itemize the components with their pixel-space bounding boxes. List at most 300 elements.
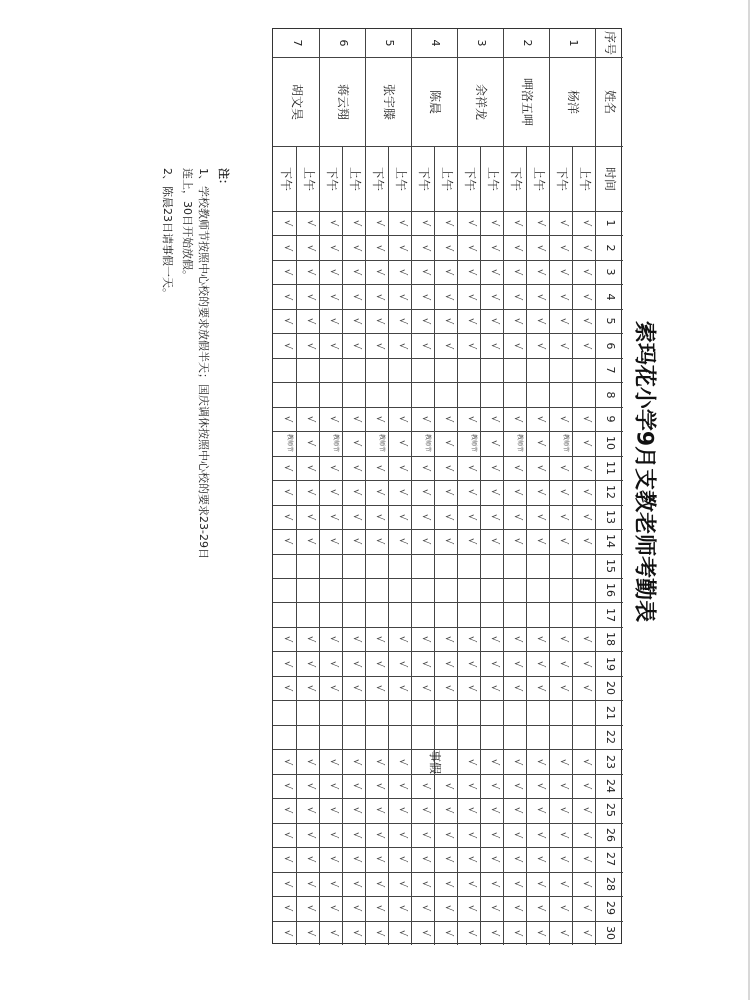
check-mark: √ — [580, 489, 592, 496]
check-mark: √ — [534, 244, 546, 251]
check-mark: √ — [442, 342, 454, 349]
check-mark: √ — [442, 880, 454, 888]
notes-label: 注： — [217, 168, 230, 190]
subcolumn-divider — [296, 146, 297, 945]
check-mark: √ — [534, 758, 546, 765]
day-number: 12 — [604, 485, 617, 500]
check-mark: √ — [465, 489, 477, 496]
check-mark: √ — [557, 317, 569, 325]
check-mark: √ — [373, 220, 385, 227]
teacher-name: 呷洛五呷 — [520, 77, 534, 126]
notes-line-3: 2、陈晨23日请事假一天。 — [161, 168, 174, 299]
check-mark: √ — [580, 342, 592, 349]
check-mark: √ — [281, 513, 293, 521]
check-mark: √ — [442, 293, 454, 300]
check-mark: √ — [373, 684, 385, 692]
check-mark: √ — [557, 880, 569, 888]
check-mark: √ — [534, 782, 546, 790]
check-mark: √ — [304, 635, 316, 643]
pm-label: 下午 — [554, 166, 569, 191]
teacher-seq: 7 — [291, 39, 304, 47]
check-mark: √ — [465, 684, 477, 692]
pm-label: 下午 — [416, 166, 431, 191]
check-mark: √ — [511, 489, 523, 496]
time-header: 时间 — [603, 166, 617, 191]
check-mark: √ — [580, 244, 592, 251]
check-mark: √ — [350, 220, 362, 227]
check-mark: √ — [304, 831, 316, 839]
check-mark: √ — [557, 415, 569, 423]
check-mark: √ — [396, 464, 408, 472]
check-mark: √ — [511, 317, 523, 325]
check-mark: √ — [327, 268, 339, 276]
check-mark: √ — [557, 244, 569, 251]
day-number: 18 — [604, 632, 617, 647]
check-mark: √ — [511, 293, 523, 300]
check-mark: √ — [442, 268, 454, 276]
check-mark: √ — [557, 660, 569, 667]
check-mark: √ — [396, 513, 408, 521]
check-mark: √ — [511, 807, 523, 814]
check-mark: √ — [580, 880, 592, 888]
check-mark: √ — [557, 782, 569, 790]
check-mark: √ — [281, 929, 293, 936]
check-mark: √ — [465, 464, 477, 472]
check-mark: √ — [419, 268, 431, 276]
check-mark: √ — [350, 856, 362, 863]
check-mark: √ — [580, 513, 592, 521]
seq-header: 序号 — [603, 30, 617, 55]
subcolumn-divider — [572, 146, 573, 945]
check-mark: √ — [488, 268, 500, 276]
am-label: 上午 — [439, 166, 454, 191]
check-mark: √ — [350, 538, 362, 545]
check-mark: √ — [580, 293, 592, 300]
check-mark: √ — [304, 342, 316, 349]
check-mark: √ — [442, 782, 454, 790]
check-mark: √ — [327, 929, 339, 936]
day-number: 24 — [604, 778, 617, 793]
check-mark: √ — [465, 782, 477, 790]
check-mark: √ — [396, 782, 408, 790]
day-number: 2 — [604, 244, 617, 252]
subcolumn-divider — [526, 146, 527, 945]
check-mark: √ — [534, 538, 546, 545]
check-mark: √ — [419, 856, 431, 863]
check-mark: √ — [557, 905, 569, 912]
check-mark: √ — [350, 929, 362, 936]
day-number: 10 — [604, 436, 617, 451]
check-mark: √ — [442, 244, 454, 251]
check-mark: √ — [281, 856, 293, 863]
check-mark: √ — [350, 317, 362, 325]
day-number: 21 — [604, 705, 617, 720]
check-mark: √ — [281, 660, 293, 667]
check-mark: √ — [465, 635, 477, 643]
check-mark: √ — [580, 317, 592, 325]
check-mark: √ — [396, 856, 408, 863]
check-mark: √ — [442, 317, 454, 325]
check-mark: √ — [396, 342, 408, 349]
teacher-seq: 4 — [429, 39, 442, 47]
check-mark: √ — [304, 807, 316, 814]
check-mark: √ — [488, 513, 500, 521]
check-mark: √ — [396, 440, 408, 447]
day-number: 15 — [604, 558, 617, 573]
check-mark: √ — [350, 905, 362, 912]
check-mark: √ — [442, 635, 454, 643]
check-mark: √ — [373, 317, 385, 325]
day-number: 16 — [604, 583, 617, 598]
check-mark: √ — [534, 807, 546, 814]
check-mark: √ — [373, 758, 385, 765]
check-mark: √ — [419, 538, 431, 545]
check-mark: √ — [488, 831, 500, 839]
check-mark: √ — [580, 660, 592, 667]
check-mark: √ — [373, 660, 385, 667]
check-mark: √ — [350, 635, 362, 643]
check-mark: √ — [511, 220, 523, 227]
check-mark: √ — [419, 489, 431, 496]
check-mark: √ — [373, 513, 385, 521]
check-mark: √ — [580, 538, 592, 545]
check-mark: √ — [488, 684, 500, 692]
check-mark: √ — [396, 635, 408, 643]
check-mark: √ — [281, 489, 293, 496]
check-mark: √ — [557, 538, 569, 545]
check-mark: √ — [419, 929, 431, 936]
check-mark: √ — [534, 635, 546, 643]
check-mark: √ — [488, 807, 500, 814]
check-mark: √ — [580, 268, 592, 276]
subcolumn-divider — [342, 146, 343, 945]
check-mark: √ — [557, 220, 569, 227]
check-mark: √ — [396, 929, 408, 936]
check-mark: √ — [534, 317, 546, 325]
check-mark: √ — [373, 635, 385, 643]
check-mark: √ — [350, 489, 362, 496]
check-mark: √ — [511, 513, 523, 521]
check-mark: √ — [327, 293, 339, 300]
check-mark: √ — [281, 538, 293, 545]
check-mark: √ — [534, 513, 546, 521]
check-mark: √ — [580, 464, 592, 472]
teachers-day-mark: 教师节 — [423, 434, 431, 453]
check-mark: √ — [419, 782, 431, 790]
day-number: 13 — [604, 509, 617, 524]
teachers-day-mark: 教师节 — [377, 434, 385, 453]
check-mark: √ — [465, 342, 477, 349]
check-mark: √ — [557, 268, 569, 276]
day-number: 25 — [604, 803, 617, 818]
day-number: 30 — [604, 925, 617, 940]
check-mark: √ — [327, 684, 339, 692]
check-mark: √ — [511, 856, 523, 863]
teachers-day-mark: 教师节 — [469, 434, 477, 453]
check-mark: √ — [281, 635, 293, 643]
check-mark: √ — [534, 831, 546, 839]
day-number: 11 — [604, 460, 617, 475]
pm-label: 下午 — [462, 166, 477, 191]
check-mark: √ — [442, 831, 454, 839]
column-divider — [595, 29, 596, 945]
check-mark: √ — [488, 317, 500, 325]
check-mark: √ — [373, 807, 385, 814]
column-divider — [411, 29, 412, 945]
check-mark: √ — [350, 268, 362, 276]
check-mark: √ — [327, 880, 339, 888]
subcolumn-divider — [388, 146, 389, 945]
name-header: 姓名 — [603, 89, 617, 114]
check-mark: √ — [511, 929, 523, 936]
check-mark: √ — [327, 905, 339, 912]
check-mark: √ — [396, 905, 408, 912]
check-mark: √ — [488, 293, 500, 300]
check-mark: √ — [350, 513, 362, 521]
check-mark: √ — [350, 464, 362, 472]
check-mark: √ — [419, 831, 431, 839]
check-mark: √ — [534, 268, 546, 276]
check-mark: √ — [488, 342, 500, 349]
check-mark: √ — [580, 782, 592, 790]
check-mark: √ — [281, 782, 293, 790]
check-mark: √ — [465, 513, 477, 521]
check-mark: √ — [442, 440, 454, 447]
check-mark: √ — [373, 929, 385, 936]
check-mark: √ — [465, 268, 477, 276]
check-mark: √ — [373, 831, 385, 839]
am-label: 上午 — [347, 166, 362, 191]
check-mark: √ — [396, 220, 408, 227]
day-number: 23 — [604, 754, 617, 769]
check-mark: √ — [534, 880, 546, 888]
check-mark: √ — [465, 758, 477, 765]
check-mark: √ — [350, 244, 362, 251]
check-mark: √ — [488, 415, 500, 423]
check-mark: √ — [350, 415, 362, 423]
check-mark: √ — [281, 342, 293, 349]
check-mark: √ — [488, 905, 500, 912]
column-divider — [319, 29, 320, 945]
check-mark: √ — [419, 317, 431, 325]
check-mark: √ — [465, 538, 477, 545]
check-mark: √ — [534, 342, 546, 349]
check-mark: √ — [327, 342, 339, 349]
check-mark: √ — [304, 464, 316, 472]
check-mark: √ — [488, 489, 500, 496]
check-mark: √ — [511, 415, 523, 423]
check-mark: √ — [442, 905, 454, 912]
check-mark: √ — [419, 293, 431, 300]
teacher-name: 余祥龙 — [474, 83, 488, 120]
check-mark: √ — [373, 782, 385, 790]
check-mark: √ — [419, 684, 431, 692]
day-number: 17 — [604, 607, 617, 622]
pm-label: 下午 — [278, 166, 293, 191]
check-mark: √ — [281, 220, 293, 227]
check-mark: √ — [304, 293, 316, 300]
check-mark: √ — [580, 758, 592, 765]
check-mark: √ — [396, 880, 408, 888]
am-label: 上午 — [531, 166, 546, 191]
day-number: 26 — [604, 827, 617, 842]
check-mark: √ — [281, 831, 293, 839]
subcolumn-divider — [480, 146, 481, 945]
check-mark: √ — [580, 440, 592, 447]
check-mark: √ — [327, 415, 339, 423]
check-mark: √ — [327, 758, 339, 765]
check-mark: √ — [465, 317, 477, 325]
check-mark: √ — [304, 489, 316, 496]
day-divider — [273, 578, 623, 579]
check-mark: √ — [419, 807, 431, 814]
leave-mark: 事假 — [428, 749, 442, 774]
check-mark: √ — [557, 758, 569, 765]
check-mark: √ — [511, 268, 523, 276]
am-label: 上午 — [577, 166, 592, 191]
check-mark: √ — [511, 758, 523, 765]
teacher-seq: 2 — [521, 39, 534, 47]
check-mark: √ — [350, 684, 362, 692]
check-mark: √ — [396, 538, 408, 545]
check-mark: √ — [350, 660, 362, 667]
check-mark: √ — [327, 807, 339, 814]
teacher-seq: 6 — [337, 39, 350, 47]
teacher-seq: 3 — [475, 39, 488, 47]
day-divider — [273, 725, 623, 726]
check-mark: √ — [557, 489, 569, 496]
teacher-seq: 1 — [567, 39, 580, 47]
check-mark: √ — [465, 293, 477, 300]
check-mark: √ — [327, 317, 339, 325]
check-mark: √ — [488, 635, 500, 643]
check-mark: √ — [580, 635, 592, 643]
check-mark: √ — [373, 268, 385, 276]
day-number: 3 — [604, 268, 617, 276]
check-mark: √ — [281, 317, 293, 325]
check-mark: √ — [350, 758, 362, 765]
check-mark: √ — [511, 831, 523, 839]
check-mark: √ — [511, 635, 523, 643]
check-mark: √ — [304, 440, 316, 447]
pm-label: 下午 — [370, 166, 385, 191]
check-mark: √ — [373, 905, 385, 912]
check-mark: √ — [373, 244, 385, 251]
check-mark: √ — [373, 880, 385, 888]
day-divider — [273, 382, 623, 383]
teachers-day-mark: 教师节 — [331, 434, 339, 453]
subcolumn-divider — [434, 146, 435, 945]
check-mark: √ — [465, 929, 477, 936]
check-mark: √ — [580, 929, 592, 936]
check-mark: √ — [281, 415, 293, 423]
day-number: 28 — [604, 876, 617, 891]
check-mark: √ — [511, 342, 523, 349]
column-divider — [365, 29, 366, 945]
check-mark: √ — [534, 464, 546, 472]
check-mark: √ — [327, 660, 339, 667]
check-mark: √ — [557, 929, 569, 936]
check-mark: √ — [350, 807, 362, 814]
check-mark: √ — [488, 929, 500, 936]
check-mark: √ — [419, 660, 431, 667]
check-mark: √ — [442, 807, 454, 814]
check-mark: √ — [465, 905, 477, 912]
check-mark: √ — [488, 440, 500, 447]
day-number: 9 — [604, 415, 617, 423]
check-mark: √ — [281, 684, 293, 692]
check-mark: √ — [511, 782, 523, 790]
check-mark: √ — [396, 244, 408, 251]
check-mark: √ — [327, 489, 339, 496]
check-mark: √ — [534, 856, 546, 863]
check-mark: √ — [534, 220, 546, 227]
check-mark: √ — [557, 831, 569, 839]
check-mark: √ — [281, 758, 293, 765]
check-mark: √ — [304, 880, 316, 888]
teachers-day-mark: 教师节 — [515, 434, 523, 453]
check-mark: √ — [327, 782, 339, 790]
check-mark: √ — [419, 880, 431, 888]
check-mark: √ — [442, 660, 454, 667]
check-mark: √ — [396, 807, 408, 814]
teachers-day-mark: 教师节 — [285, 434, 293, 453]
check-mark: √ — [534, 929, 546, 936]
check-mark: √ — [511, 464, 523, 472]
check-mark: √ — [327, 538, 339, 545]
check-mark: √ — [465, 415, 477, 423]
column-divider — [549, 29, 550, 945]
day-number: 22 — [604, 730, 617, 745]
check-mark: √ — [281, 293, 293, 300]
check-mark: √ — [488, 538, 500, 545]
day-number: 20 — [604, 681, 617, 696]
check-mark: √ — [419, 244, 431, 251]
check-mark: √ — [580, 905, 592, 912]
teacher-name: 陈晨 — [428, 89, 442, 114]
day-number: 8 — [604, 391, 617, 398]
check-mark: √ — [534, 293, 546, 300]
check-mark: √ — [557, 513, 569, 521]
check-mark: √ — [419, 905, 431, 912]
am-label: 上午 — [301, 166, 316, 191]
day-number: 4 — [604, 293, 617, 301]
check-mark: √ — [396, 268, 408, 276]
check-mark: √ — [396, 317, 408, 325]
check-mark: √ — [511, 905, 523, 912]
day-number: 27 — [604, 852, 617, 867]
check-mark: √ — [580, 831, 592, 839]
check-mark: √ — [488, 856, 500, 863]
notes-line-1: 1、学校教师节按照中心校的要求放假半天；国庆调休按照中心校的要求23-29日 — [197, 168, 210, 559]
check-mark: √ — [396, 489, 408, 496]
check-mark: √ — [488, 220, 500, 227]
check-mark: √ — [373, 856, 385, 863]
check-mark: √ — [281, 880, 293, 888]
check-mark: √ — [327, 635, 339, 643]
am-label: 上午 — [393, 166, 408, 191]
check-mark: √ — [465, 856, 477, 863]
check-mark: √ — [442, 929, 454, 936]
day-number: 7 — [604, 366, 617, 374]
check-mark: √ — [534, 905, 546, 912]
check-mark: √ — [419, 342, 431, 349]
check-mark: √ — [465, 244, 477, 251]
check-mark: √ — [511, 244, 523, 251]
check-mark: √ — [304, 513, 316, 521]
check-mark: √ — [304, 929, 316, 936]
check-mark: √ — [557, 807, 569, 814]
